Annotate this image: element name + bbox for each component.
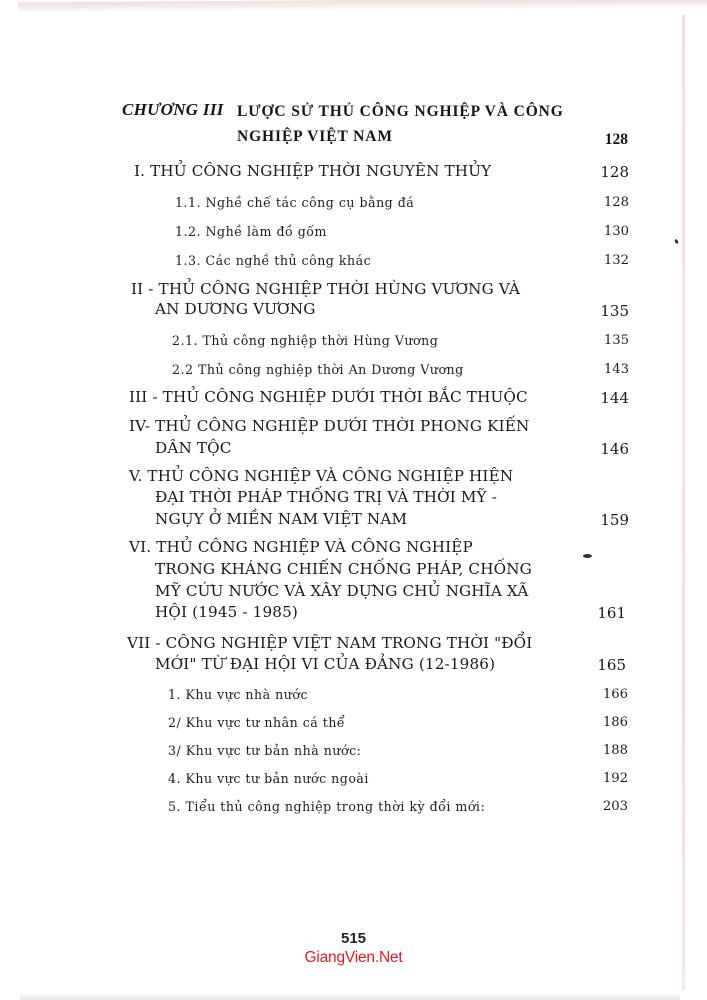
chapter-title-line-2: NGHIỆP VIỆT NAM	[237, 128, 393, 145]
section-heading-continuation: ĐẠI THỜI PHÁP THỐNG TRỊ VÀ THỜI MỸ -	[155, 488, 497, 506]
chapter-label: CHƯƠNG III	[122, 100, 224, 119]
subsection-entry: 4. Khu vực tư bản nước ngoài	[168, 771, 369, 786]
section-page-number: 159	[600, 511, 629, 529]
subsection-page-number: 192	[602, 771, 628, 786]
chapter-title-line-1: LƯỢC SỬ THỦ CÔNG NGHIỆP VÀ CÔNG	[237, 103, 564, 120]
scan-speck	[674, 239, 679, 245]
subsection-entry: 1. Khu vực nhà nước	[168, 687, 309, 702]
footer-page-number: 515	[340, 930, 367, 947]
subsection-entry: 2.2 Thủ công nghiệp thời An Dương Vương	[172, 362, 464, 377]
section-heading-continuation: TRONG KHÁNG CHIẾN CHỐNG PHÁP, CHỐNG	[155, 560, 532, 578]
section-heading: I. THỦ CÔNG NGHIỆP THỜI NGUYÊN THỦY	[134, 162, 492, 180]
subsection-page-number: 135	[603, 333, 629, 348]
scan-bottom-edge	[20, 992, 680, 1000]
subsection-entry: 1.3. Các nghề thủ công khác	[175, 253, 372, 268]
subsection-page-number: 130	[603, 224, 629, 239]
subsection-page-number: 132	[603, 253, 629, 268]
subsection-entry: 1.2. Nghề làm đồ gốm	[175, 224, 327, 239]
subsection-entry: 2.1. Thủ công nghiệp thời Hùng Vương	[172, 333, 439, 348]
subsection-entry: 1.1. Nghề chế tác công cụ bằng đá	[175, 195, 415, 210]
section-page-number: 165	[597, 656, 626, 674]
section-heading: VI. THỦ CÔNG NGHIỆP VÀ CÔNG NGHIỆP	[129, 538, 473, 556]
section-heading: III - THỦ CÔNG NGHIỆP DƯỚI THỜI BẮC THUỘC	[129, 388, 528, 406]
subsection-page-number: 166	[602, 687, 628, 702]
section-heading-continuation: HỘI (1945 - 1985)	[155, 603, 299, 621]
section-page-number: 144	[600, 389, 629, 407]
section-heading: IV- THỦ CÔNG NGHIỆP DƯỚI THỜI PHONG KIẾN	[129, 417, 530, 435]
subsection-page-number: 186	[602, 715, 628, 730]
subsection-page-number: 203	[602, 799, 628, 814]
scan-top-edge	[18, 0, 707, 12]
section-page-number: 146	[600, 440, 629, 458]
section-page-number: 161	[597, 604, 626, 622]
watermark-text: GiangVien.Net	[304, 949, 403, 966]
section-heading-continuation: AN DƯƠNG VƯƠNG	[155, 300, 316, 318]
scan-right-edge	[682, 15, 685, 990]
section-heading-continuation: NGỤY Ở MIỀN NAM VIỆT NAM	[155, 510, 408, 528]
section-heading: II - THỦ CÔNG NGHIỆP THỜI HÙNG VƯƠNG VÀ	[131, 280, 521, 298]
section-heading: VII - CÔNG NGHIỆP VIỆT NAM TRONG THỜI "ĐỔI	[127, 634, 533, 652]
section-heading-continuation: MỸ CỨU NƯỚC VÀ XÂY DỰNG CHỦ NGHĨA XÃ	[155, 582, 529, 600]
section-page-number: 135	[600, 302, 629, 320]
subsection-page-number: 128	[603, 195, 629, 210]
subsection-entry: 2/ Khu vực tư nhân cá thể	[168, 715, 346, 730]
scan-speck	[583, 554, 592, 558]
section-heading-continuation: DÂN TỘC	[155, 439, 232, 457]
section-heading: V. THỦ CÔNG NGHIỆP VÀ CÔNG NGHIỆP HIỆN	[129, 467, 514, 485]
subsection-entry: 3/ Khu vực tư bản nhà nước:	[168, 743, 362, 758]
section-page-number: 128	[600, 163, 629, 181]
section-heading-continuation: MỚI" TỪ ĐẠI HỘI VI CỦA ĐẢNG (12-1986)	[155, 655, 496, 673]
subsection-page-number: 143	[603, 362, 629, 377]
chapter-page-number: 128	[604, 131, 628, 148]
subsection-page-number: 188	[602, 743, 628, 758]
subsection-entry: 5. Tiểu thủ công nghiệp trong thời kỳ đổi mới:	[168, 799, 486, 814]
